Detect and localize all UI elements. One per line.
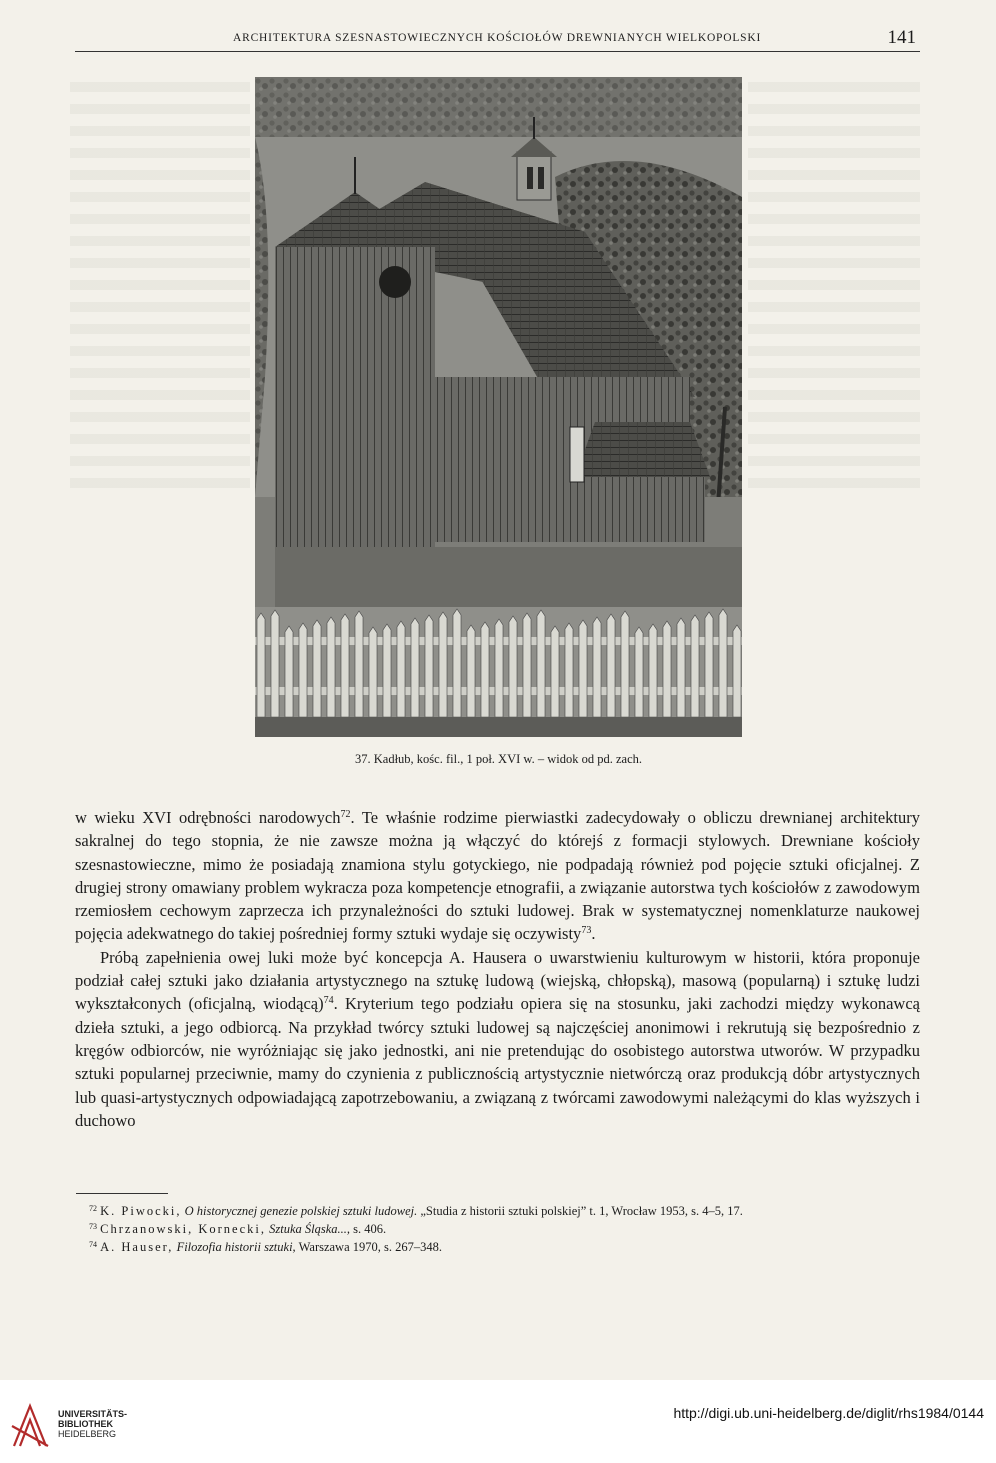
- source-url-link[interactable]: http://digi.ub.uni-heidelberg.de/diglit/rhs1984/0144: [673, 1405, 984, 1421]
- footnote-number: 72: [89, 1204, 97, 1213]
- p2-text-a: Próbą zapełnienia owej luki może być koncepcja A. Hausera o uwarstwieniu kulturowym w historii, która proponuje podział całej sztuki jako działania artystycznego na sztukę ludową (wiejską, chłopską), masową (popularną) i sztukę ludzi wykształconych (oficjalną, wiodącą): [75, 947, 920, 1014]
- footnote-details: „Studia z historii sztuki polskiej” t. 1, Wrocław 1953, s. 4–5, 17.: [420, 1204, 743, 1218]
- fence-picket: [607, 614, 615, 717]
- page-number: 141: [887, 27, 916, 48]
- fence-picket: [495, 619, 503, 717]
- fence-picket: [509, 616, 517, 717]
- fence-picket: [355, 611, 363, 717]
- turret-opening-2: [538, 167, 544, 189]
- fence-picket: [411, 618, 419, 717]
- fence-picket: [691, 615, 699, 717]
- footnotes: [75, 1202, 920, 1256]
- porch-wall: [585, 477, 705, 542]
- fence-picket: [565, 623, 573, 717]
- library-name-line-2: BIBLIOTHEK: [58, 1419, 113, 1429]
- fence-picket: [299, 623, 307, 717]
- fence-picket: [649, 624, 657, 717]
- running-title: ARCHITEKTURA SZESNASTOWIECZNYCH KOŚCIOŁÓW DREWNIANYCH WIELKOPOLSKI: [233, 32, 762, 44]
- running-head: [75, 27, 920, 52]
- foreground-grass: [255, 717, 742, 737]
- fence-picket: [579, 620, 587, 717]
- library-name-line-3: HEIDELBERG: [58, 1429, 117, 1439]
- church-photo-illustration: [255, 77, 742, 737]
- p2-text-b: . Kryterium tego podziału opiera się na stosunku, jaki zachodzi między wykonawcą dzieła sztuki, a jego odbiorcą. Na przykład twórcy sztuki ludowej są najczęściej anonimowi i rekrutują się bezpośrednio z kręgów odbiorców, nie wyróżniając się jako jednostki, ani nie pretendując do osobistego autorstwa utworów. W przypadku sztuki popularnej przeciwnie, mamy do czynienia z publicznością artystycznie nietwórczą oraz produkcją dóbr artystycznych lub quasi-artystycznych odpowiadającą zapotrzebowaniu, a związaną z twórcami zawodowymi należącymi do klas wyższych i duchowo: [75, 994, 920, 1130]
- footnote-details: Warszawa 1970, s. 267–348.: [298, 1240, 443, 1254]
- p1-text-c: .: [591, 924, 596, 944]
- footnote-ref-72[interactable]: 72: [340, 809, 351, 820]
- shadow-ground: [275, 547, 742, 607]
- fence-picket: [313, 620, 321, 717]
- fence-picket: [453, 609, 461, 717]
- bell-turret: [517, 152, 551, 200]
- footnote-number: 74: [89, 1240, 97, 1249]
- fence-picket: [551, 626, 559, 717]
- fence-picket: [257, 613, 265, 717]
- fence-picket: [635, 627, 643, 717]
- p1-text-b: . Te właśnie rodzime pierwiastki zadecydowały o obliczu drewnianej architektury sakralnej do tego stopnia, że nie zawsze można ją włączyć do którejś z formacji stylowych. Drewniane kościoły szesnastowieczne, mimo że posiadają znamiona stylu gotyckiego, nie podpadają również pod pojęcie sztuki oficjalnej. Z drugiej strony omawiany problem wykracza poza kompetencje etnografii, a związanie autorstwa tych kościołów z zawodowym rzemiosłem cechowym zaprzecza ich przynależności do sztuki ludowej. Brak w systematycznej nomenklaturze naukowej pojęcia adekwatnego do takiej pośredniej formy sztuki wydaje się oczywisty: [75, 808, 920, 944]
- main-text: [75, 806, 920, 1132]
- footnote-divider: [76, 1193, 168, 1194]
- fence-picket: [481, 622, 489, 717]
- fence-picket: [285, 626, 293, 717]
- footnote-73: [75, 1220, 920, 1238]
- fence-pickets: [257, 609, 741, 717]
- fence-picket: [341, 614, 349, 717]
- fence-picket: [327, 617, 335, 717]
- footnote-title: O historycznej genezie polskiej sztuki ludowej.: [184, 1204, 418, 1218]
- bleed-through-left: [70, 70, 250, 490]
- footnote-author: A. Hauser,: [100, 1240, 174, 1254]
- footnote-ref-73[interactable]: 73: [581, 925, 592, 937]
- fence-picket: [523, 613, 531, 717]
- figure-caption: 37. Kadłub, kośc. fil., 1 poł. XVI w. – widok od pd. zach.: [355, 752, 642, 766]
- fence-picket: [439, 612, 447, 717]
- fence-picket: [663, 621, 671, 717]
- footnote-title: Filozofia historii sztuki,: [176, 1240, 296, 1254]
- fence-picket: [271, 610, 279, 717]
- footnote-details: s. 406.: [353, 1222, 387, 1236]
- fence-picket: [705, 612, 713, 717]
- fence-picket: [425, 615, 433, 717]
- fence-picket: [537, 610, 545, 717]
- bell-tower: [275, 247, 435, 547]
- university-library-logo-icon[interactable]: [10, 1402, 50, 1450]
- top-foliage: [255, 77, 742, 137]
- footnote-author: K. Piwocki,: [100, 1204, 182, 1218]
- footnote-author: Chrzanowski, Kornecki,: [100, 1222, 266, 1236]
- fence-picket: [383, 624, 391, 717]
- paragraph-1: [75, 806, 920, 946]
- fence-picket: [369, 627, 377, 717]
- church-window: [570, 427, 584, 482]
- library-name-line-1: UNIVERSITÄTS-: [58, 1409, 128, 1419]
- p1-text-a: w wieku XVI odrębności narodowych: [75, 808, 341, 827]
- fence-picket: [467, 625, 475, 717]
- footnote-74: [75, 1238, 920, 1256]
- church-photograph: [255, 77, 742, 737]
- fence-picket: [621, 611, 629, 717]
- bleed-through-right: [748, 70, 920, 490]
- footnote-ref-74[interactable]: 74: [323, 995, 334, 1007]
- paragraph-2: [75, 946, 920, 1132]
- library-footer: [0, 1380, 996, 1463]
- footnote-72: [75, 1202, 920, 1220]
- turret-opening: [527, 167, 533, 189]
- library-name: [58, 1409, 127, 1439]
- footnote-number: 73: [89, 1222, 97, 1231]
- fence-picket: [733, 625, 741, 717]
- tower-oculus: [379, 266, 411, 298]
- fence-picket: [397, 621, 405, 717]
- porch-roof: [575, 422, 710, 477]
- fence-picket: [719, 609, 727, 717]
- fence-picket: [677, 618, 685, 717]
- footnote-title: Sztuka Śląska...,: [269, 1222, 351, 1236]
- fence-picket: [593, 617, 601, 717]
